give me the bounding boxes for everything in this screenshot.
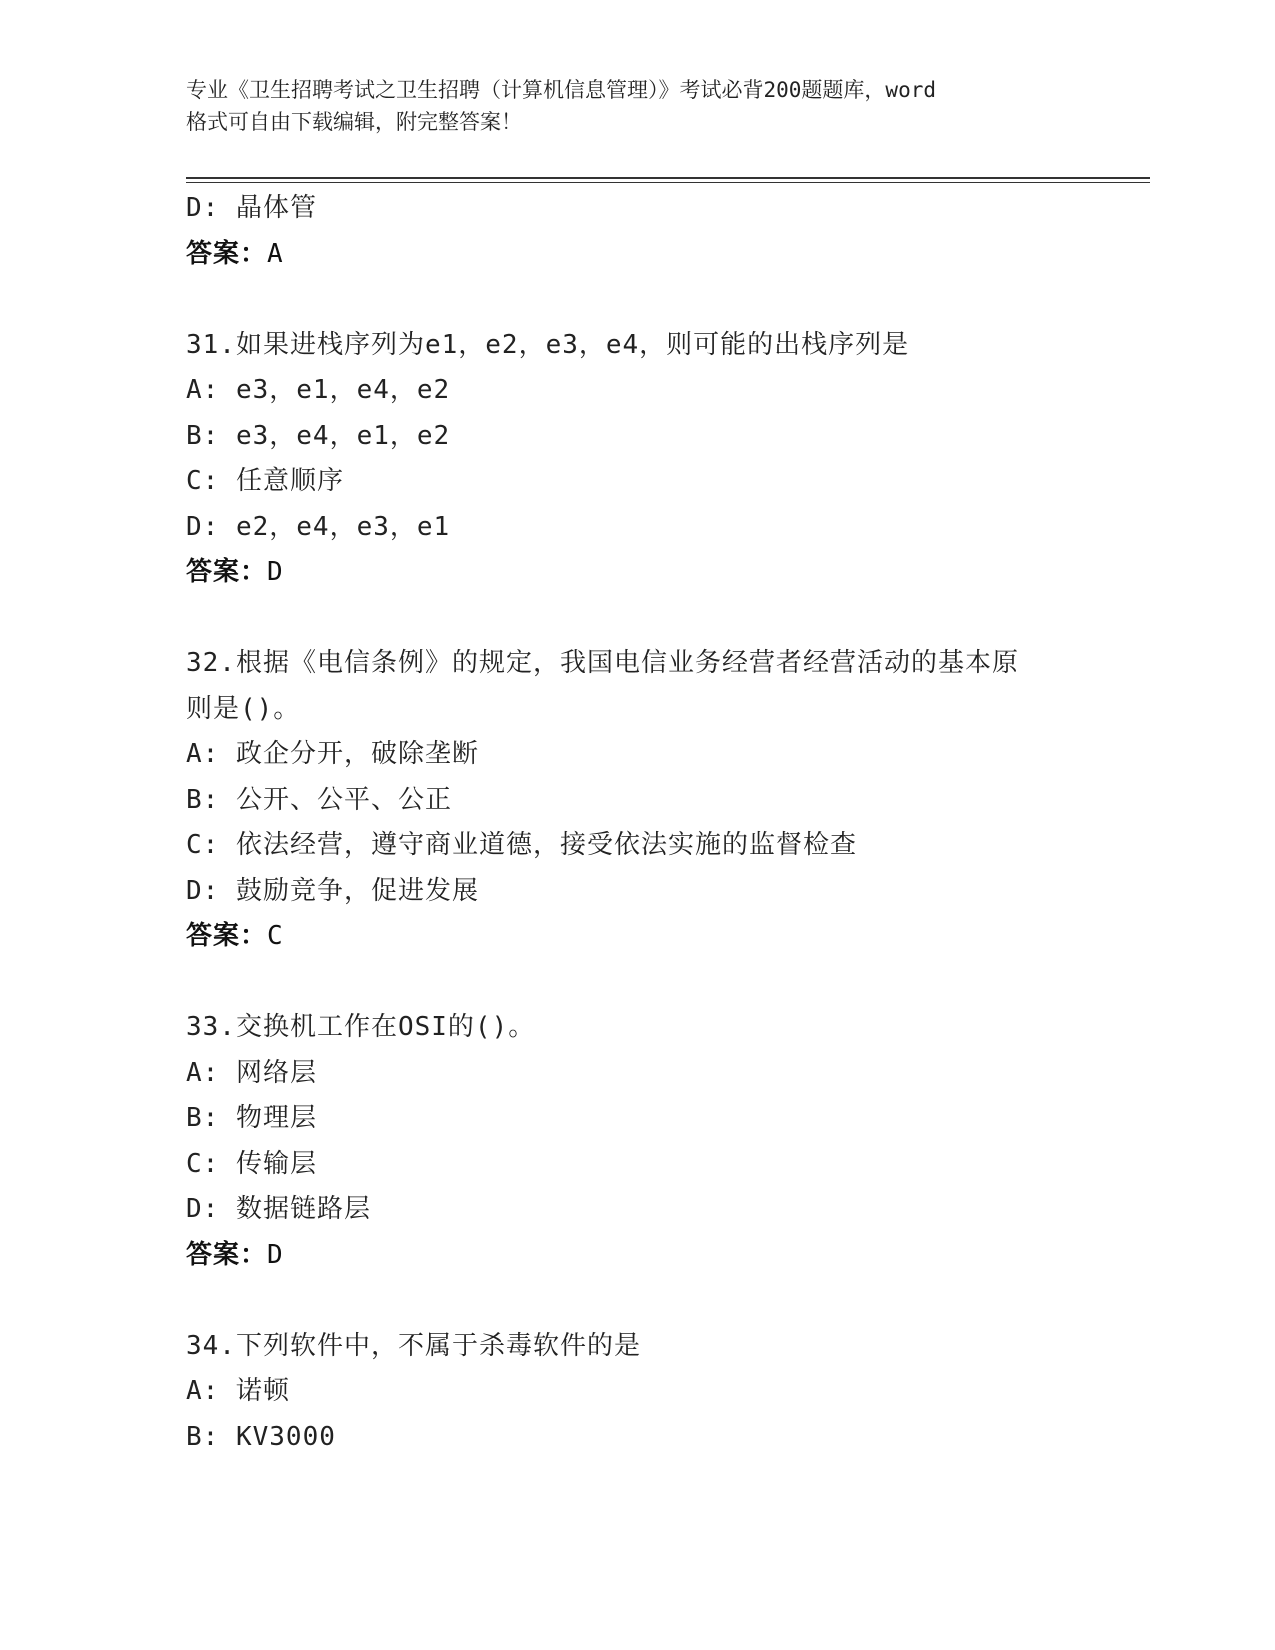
question-stem: 32.根据《电信条例》的规定，我国电信业务经营者经营活动的基本原 <box>186 648 1019 678</box>
answer-line <box>186 232 1106 278</box>
spacer <box>186 1278 1106 1324</box>
document-header <box>186 74 1106 138</box>
question-stem-continued: 则是()。 <box>186 693 301 724</box>
header-line-2: 格式可自由下载编辑，附完整答案！ <box>186 110 522 134</box>
option-c: C: 传输层 <box>186 1148 317 1179</box>
option-d: D: 数据链路层 <box>186 1194 371 1224</box>
option-c: C: 任意顺序 <box>186 466 344 496</box>
answer-line <box>186 914 1106 960</box>
spacer <box>186 277 1106 323</box>
option-b: B: e3，e4，e1，e2 <box>186 420 451 451</box>
option-b: B: KV3000 <box>186 1421 336 1452</box>
option-a: A: 网络层 <box>186 1057 317 1088</box>
spacer <box>186 960 1106 1006</box>
answer-value: A <box>267 238 283 269</box>
answer-label: 答案： <box>186 1239 268 1270</box>
header-line-1: 专业《卫生招聘考试之卫生招聘（计算机信息管理）》考试必背200题题库，word <box>186 78 936 102</box>
answer-line <box>186 1233 1106 1279</box>
option-d: D: 晶体管 <box>186 193 317 223</box>
answer-value: C <box>267 921 283 951</box>
answer-value: D <box>267 557 283 587</box>
option-d: D: 鼓励竞争，促进发展 <box>186 875 479 906</box>
answer-label: 答案： <box>186 557 268 587</box>
option-a: A: e3，e1，e4，e2 <box>186 375 451 405</box>
option-c: C: 依法经营，遵守商业道德，接受依法实施的监督检查 <box>186 830 857 860</box>
answer-label: 答案： <box>186 238 268 269</box>
option-d: D: e2，e4，e3，e1 <box>186 511 451 542</box>
question-stem: 34.下列软件中，不属于杀毒软件的是 <box>186 1330 641 1361</box>
answer-line <box>186 550 1106 596</box>
option-b: B: 物理层 <box>186 1103 317 1133</box>
question-stem: 33.交换机工作在OSI的()。 <box>186 1012 536 1042</box>
option-b: B: 公开、公平、公正 <box>186 784 452 815</box>
option-a: A: 诺顿 <box>186 1376 290 1406</box>
question-list <box>186 186 1106 1460</box>
question-stem: 31.如果进栈序列为e1，e2，e3，e4，则可能的出栈序列是 <box>186 329 910 360</box>
header-divider-thin <box>186 182 1150 183</box>
option-a: A: 政企分开，破除垄断 <box>186 739 479 769</box>
header-divider-thick <box>186 177 1150 179</box>
answer-label: 答案： <box>186 921 268 951</box>
answer-value: D <box>267 1239 283 1270</box>
spacer <box>186 596 1106 642</box>
